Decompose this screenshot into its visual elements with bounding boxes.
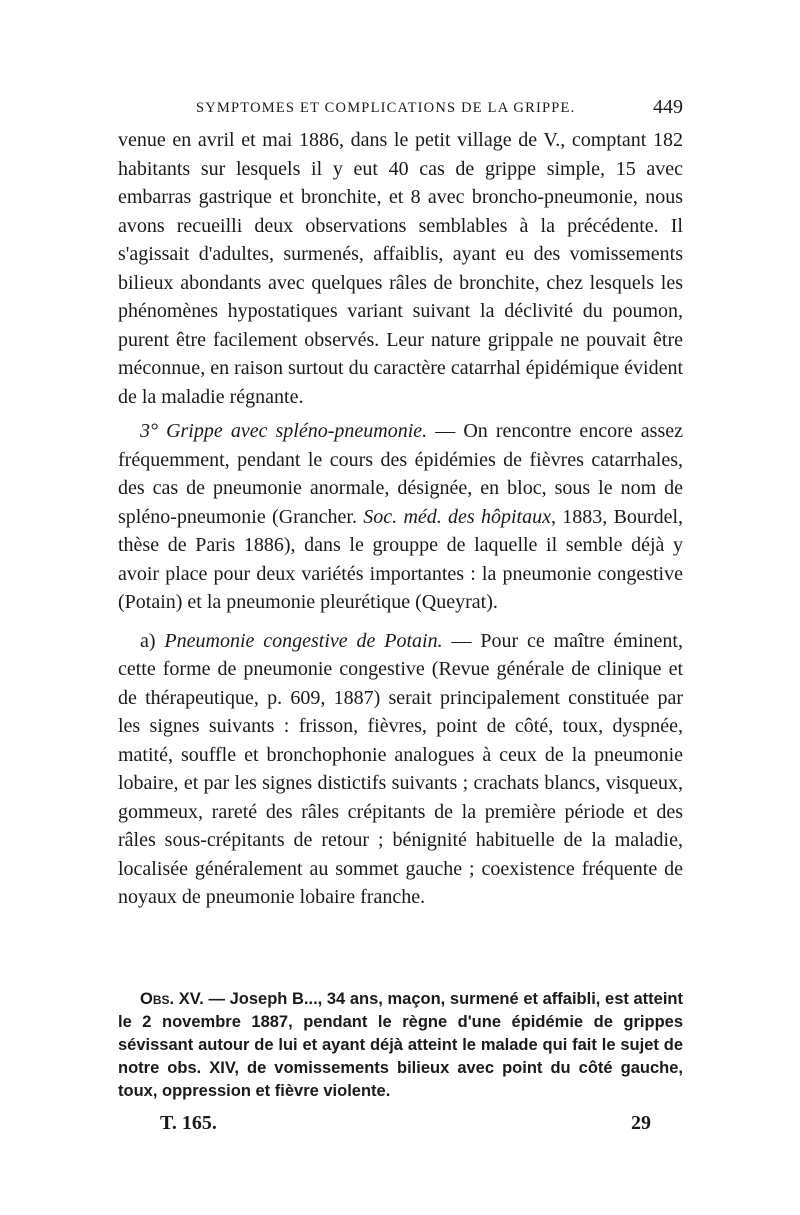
paragraph-text: — On rencontre encore assez fréquemment, pendant le cours des épidémies de fièvres catarrhales, des cas de pneumonie anormale, désignée, en bloc, sous le nom de spléno-pneumonie (Grancher. (118, 420, 683, 528)
observation-label: Obs. XV. (140, 990, 204, 1008)
section-heading-spleno-pneumonie: 3° Grippe avec spléno-pneumonie. (140, 420, 428, 442)
subsection-label: a) (140, 629, 165, 652)
observation-text: — Joseph B..., 34 ans, maçon, surmené et affaibli, est atteint le 2 novembre 1887, pendant le règne d'une épidémie de grippes sévissant autour de lui et ayant déjà atteint le malade qui fait le sujet de notre obs. XIV, de vomissements bilieux avec point du côté gauche, toux, oppression et fièvre violente. (118, 990, 683, 1100)
observation-paragraph (118, 988, 683, 1103)
body-text (118, 126, 683, 912)
paragraph-text: venue en avril et mai 1886, dans le petit village de V., comptant 182 habitants sur lesquels il y eut 40 cas de grippe simple, 15 avec embarras gastrique et bronchite, et 8 avec broncho-pneumonie, nous avons recueilli deux observations semblables à la précédente. Il s'agissait d'adultes, surmenés, affaiblis, ayant eu des vomissements bilieux abondants avec quelques râles de bronchite, chez lesquels les phénomènes hypostatiques variant suivant la déclivité du poumon, purent être facilement observés. Leur nature grippale ne pouvait être méconnue, en raison surtout du caractère catarrhal épidémique évident de la maladie régnante. (118, 129, 683, 408)
subsection-heading-pneumonie-congestive: Pneumonie congestive de Potain. (164, 629, 443, 652)
paragraph-text: — Pour ce maître éminent, cette forme de pneumonie congestive (Revue générale de clinique et de thérapeutique, p. 609, 1887) serait principalement constituée par les signes suivants : frisson, fièvres, point de côté, toux, dyspnée, matité, souffle et bronchophonie analogues à ceux de la pneumonie lobaire, et par les signes distictifs suivants ; crachats blancs, visqueux, gommeux, rareté des râles crépitants de la première période et des râles sous-crépitants de retour ; bénignité habituelle de la maladie, localisée généralement au sommet gauche ; coexistence fréquente de noyaux de pneumonie lobaire franche. (118, 629, 683, 908)
running-title: SYMPTOMES ET COMPLICATIONS DE LA GRIPPE. (196, 100, 576, 116)
paragraph-text: , 1883, Bourdel, thèse de Paris 1886), dans le grouppe de laquelle il semble déjà y avoir place pour deux variétés importantes : la pneumonie congestive (Potain) et la pneumonie pleurétique (Queyrat). (118, 505, 684, 613)
page-header (118, 98, 683, 122)
observation-block (118, 988, 683, 1103)
paragraph-spleno-pneumonie (118, 417, 683, 617)
page-number: 449 (653, 96, 683, 118)
reference-title: Soc. méd. des hôpitaux (363, 505, 551, 528)
volume-number: T. 165. (160, 1112, 217, 1134)
paragraph-pneumonie-congestive (118, 627, 683, 912)
signature-mark: 29 (631, 1112, 651, 1134)
page-footer (118, 1112, 683, 1138)
paragraph-continuation (118, 126, 683, 411)
